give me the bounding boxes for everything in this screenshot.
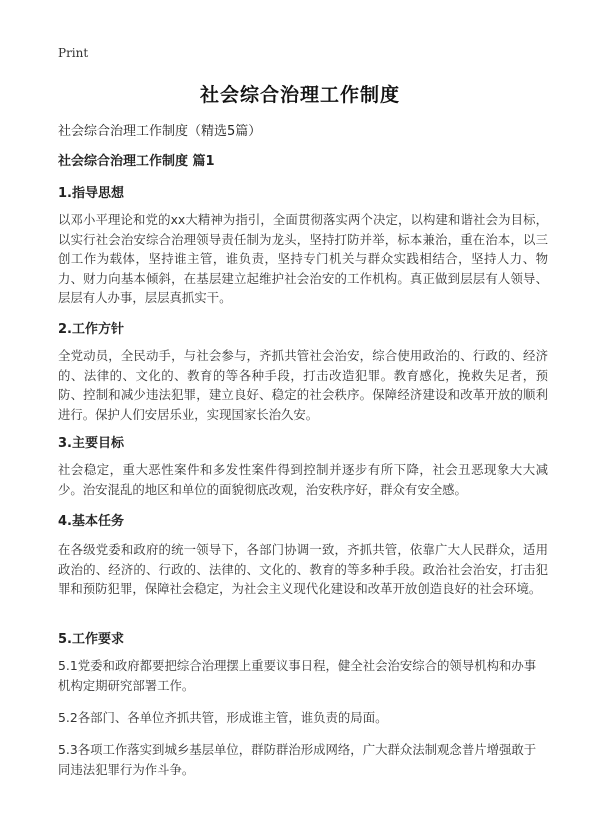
section-heading: 3.主要目标: [58, 436, 124, 451]
section-heading: 1.指导思想: [58, 186, 124, 201]
requirement-item: 5.1党委和政府都要把综合治理摆上重要议事日程，健全社会治安综合的领导机构和办事机构定期研究部署工作。: [58, 658, 537, 693]
section-heading: 4.基本任务: [58, 514, 124, 529]
section-paragraph: 社会稳定，重大恶性案件和多发性案件得到控制并逐步有所下降，社会丑恶现象大大减少。治安混乱的地区和单位的面貌彻底改观，治安秩序好，群众有安全感。: [58, 462, 548, 497]
section-paragraph: 在各级党委和政府的统一领导下，各部门协调一致，齐抓共管，依靠广大人民群众，适用政治的、经济的、行政的、法律的、文化的、教育的等多种手段。政治社会治安，打击犯罪和预防犯罪，保障社会稳定，为社会主义现代化建设和改革开放创造良好的社会环境。: [58, 542, 548, 596]
section-heading: 2.工作方针: [58, 322, 124, 337]
page-title: 社会综合治理工作制度: [199, 84, 400, 106]
requirement-item: 5.3各项工作落实到城乡基层单位，群防群治形成网络，广大群众法制观念普片增强敢于同违法犯罪行为作斗争。: [58, 742, 537, 777]
section-heading: 5.工作要求: [58, 632, 124, 647]
print-label[interactable]: Print: [58, 46, 89, 60]
article-heading: 社会综合治理工作制度 篇1: [58, 154, 215, 169]
requirement-item: 5.2各部门、各单位齐抓共管，形成谁主管，谁负责的局面。: [58, 710, 388, 725]
section-paragraph: 以邓小平理论和党的xx大精神为指引，全面贯彻落实两个决定，以构建和谐社会为目标，以实行社会治安综合治理领导责任制为龙头，坚持打防并举，标本兼治，重在治本，以三创工作为载体，坚持谁主管，谁负责，坚持专门机关与群众实践相结合，坚持人力、物力、财力向基本倾斜，在基层建立起维护社会治安的工作机构。真正做到层层有人领导、层层有人办事，层层真抓实干。: [58, 212, 548, 305]
document-subtitle: 社会综合治理工作制度（精选5篇）: [58, 124, 262, 139]
section-paragraph: 全党动员，全民动手，与社会参与，齐抓共管社会治安，综合使用政治的、行政的、经济的、法律的、文化的、教育的等各种手段，打击改造犯罪。教育感化，挽救失足者，预防、控制和减少违法犯罪，建立良好、稳定的社会秩序。保障经济建设和改革开放的顺利进行。保护人们安居乐业，实现国家长治久安。: [58, 348, 548, 422]
